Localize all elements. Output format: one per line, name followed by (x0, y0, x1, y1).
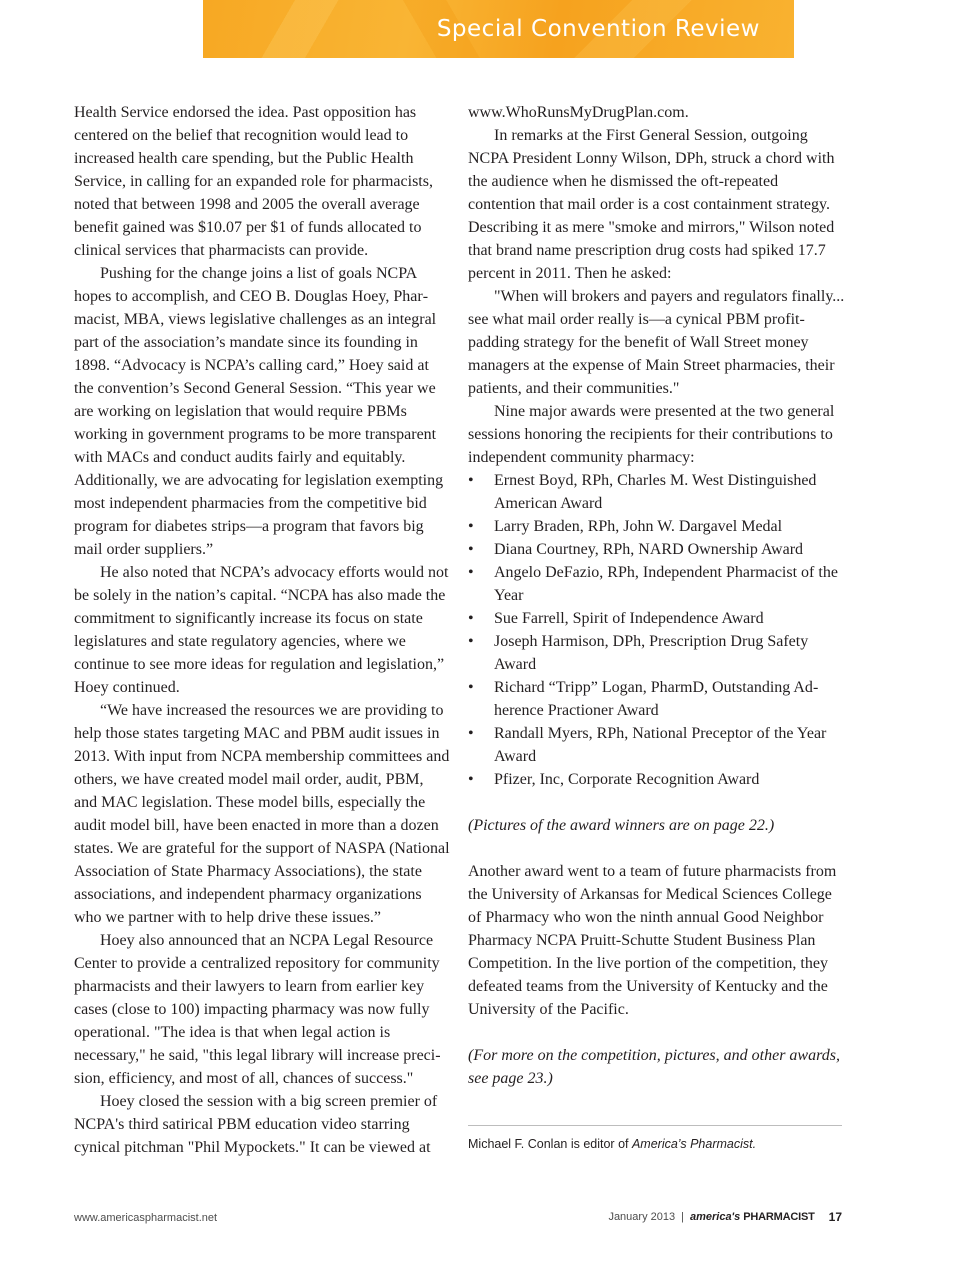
bullet-icon: • (468, 679, 474, 696)
spacer (468, 837, 848, 860)
quote-paragraph: "When will brokers and payers and regulators finally... see what mail order really is—a cynical PBM profit-padding strategy for the benefit of Wall Street money managers at the expense of Main Street pharmacies, their patients, and their communities." (468, 288, 845, 397)
award-text: Richard “Tripp” Logan, PharmD, Outstanding Adherence Practioner Award (494, 679, 819, 719)
banner-title: Special Convention Review (436, 16, 760, 42)
footer-date: January 2013 (608, 1211, 676, 1223)
award-text: Larry Braden, RPh, John W. Dargavel Medal (494, 518, 783, 535)
bullet-icon: • (468, 771, 474, 788)
spacer (468, 791, 848, 814)
paragraph: Pushing for the change joins a list of goals NCPA hopes to accomplish, and CEO B. Douglas Hoey, Pharmacist, MBA, views legislative challenges as an integral part of the association’s mandate since its founding in 1898. “Advocacy is NCPA’s calling card,” Hoey said at the convention’s Second General Session. “This year we are working on legislation that would require PBMs working in government programs to be more transparent with MACs and conduct audits fairly and equitably. Additionally, we are advocating for legislation exempting most independent pharmacies from the competitive bid program for diabetes strips—a program that favors big mail order suppliers.” (74, 265, 444, 558)
bullet-icon: • (468, 541, 474, 558)
paragraph: Another award went to a team of future pharmacists from the University of Arkansas for Medical Sciences College of Pharmacy who won the ninth annual Good Neighbor Pharmacy NCPA Pruitt-Schutte Student Business Plan Competition. In the live portion of the competition, they defeated teams from the University of Kentucky and the University of the Pacific. (468, 863, 837, 1018)
byline (468, 1137, 756, 1151)
footer-separator: | (681, 1211, 684, 1223)
bullet-icon: • (468, 564, 474, 581)
bullet-icon: • (468, 518, 474, 535)
award-item (468, 676, 848, 722)
more-note: (For more on the competition, pictures, and other awards, see page 23.) (468, 1047, 840, 1087)
award-item (468, 561, 848, 607)
bullet-icon: • (468, 610, 474, 627)
page-number: 17 (828, 1210, 842, 1224)
award-text: Joseph Harmison, DPh, Prescription Drug Safety Award (494, 633, 809, 673)
spacer (468, 1021, 848, 1044)
banner-facet (243, 0, 383, 58)
paragraph: Hoey closed the session with a big screen premier of NCPA's third satirical PBM education video starring cynical pitchman "Phil Mypockets." It can be viewed at (74, 1093, 438, 1156)
award-item (468, 768, 848, 791)
award-item (468, 469, 848, 515)
paragraph: Health Service endorsed the idea. Past opposition has centered on the belief that recognition would lead to increased health care spending, but the Public Health Service, in calling for an expanded role for pharmacists, noted that between 1998 and 2005 the overall average benefit gained was $10.07 per $1 of funds allocated to clinical services that pharmacists can provide. (74, 104, 433, 259)
footer-info (608, 1210, 842, 1224)
paragraph: Hoey also announced that an NCPA Legal Resource Center to provide a centralized repository for community pharmacists and their lawyers to learn from earlier key cases (close to 100) impacting pharmacy was now fully operational. "The idea is that when legal action is necessary," he said, "this legal library will increase precision, efficiency, and most of all, chances of success." (74, 932, 441, 1087)
byline-prefix: Michael F. Conlan is editor of (468, 1137, 632, 1151)
section-banner (203, 0, 794, 58)
award-item (468, 607, 848, 630)
footer-brand-logo: america's (689, 1211, 741, 1223)
award-text: Angelo DeFazio, RPh, Independent Pharmacist of the Year (494, 564, 838, 604)
bullet-icon: • (468, 633, 474, 650)
paragraph: In remarks at the First General Session, outgoing NCPA President Lonny Wilson, DPh, struck a chord with the audience when he dismissed the oft-repeated contention that mail order is a cost containment strategy. Describing it as mere "smoke and mirrors," Wilson noted that brand name prescription drug costs had spiked 17.7 percent in 2011. Then he asked: (468, 127, 835, 282)
award-item (468, 722, 848, 768)
paragraph: He also noted that NCPA’s advocacy efforts would not be solely in the nation’s capital. “NCPA has also made the commitment to significantly increase its focus on state legislatures and state regulatory agencies, where we continue to see more ideas for regulation and legislation,” Hoey continued. (74, 564, 449, 696)
paragraph: “We have increased the resources we are providing to help those states targeting MAC and PBM audit issues in 2013. With input from NCPA membership committees and others, we have created model mail order, audit, PBM, and MAC legislation. These model bills, especially the audit model bill, have been enacted in more than a dozen states. We are grateful for the support of NASPA (National Association of State Pharmacy Associations), the state associations, and independent pharmacy organizations who we partner with to help drive these issues.” (74, 702, 450, 926)
byline-publication: America’s Pharmacist. (631, 1137, 757, 1151)
award-text: Pfizer, Inc, Corporate Recognition Award (494, 771, 760, 788)
award-item (468, 630, 848, 676)
pictures-note: (Pictures of the award winners are on page 22.) (468, 817, 775, 834)
award-item (468, 538, 848, 561)
divider (468, 1125, 842, 1126)
award-text: Randall Myers, RPh, National Preceptor of the Year Award (494, 725, 827, 765)
url-line: www.WhoRunsMyDrugPlan.com. (468, 104, 689, 121)
right-column (468, 101, 848, 1090)
award-text: Diana Courtney, RPh, NARD Ownership Award (494, 541, 804, 558)
left-column (74, 101, 450, 1159)
footer-website: www.americaspharmacist.net (74, 1212, 218, 1224)
bullet-icon: • (468, 472, 474, 489)
award-text: Sue Farrell, Spirit of Independence Award (494, 610, 764, 627)
award-item (468, 515, 848, 538)
bullet-icon: • (468, 725, 474, 742)
award-text: Ernest Boyd, RPh, Charles M. West Distinguished American Award (494, 472, 817, 512)
awards-list (468, 469, 848, 791)
paragraph: Nine major awards were presented at the two general sessions honoring the recipients for their contributions to independent community pharmacy: (468, 403, 835, 466)
footer-brand-logo-word: PHARMACIST (743, 1211, 815, 1223)
